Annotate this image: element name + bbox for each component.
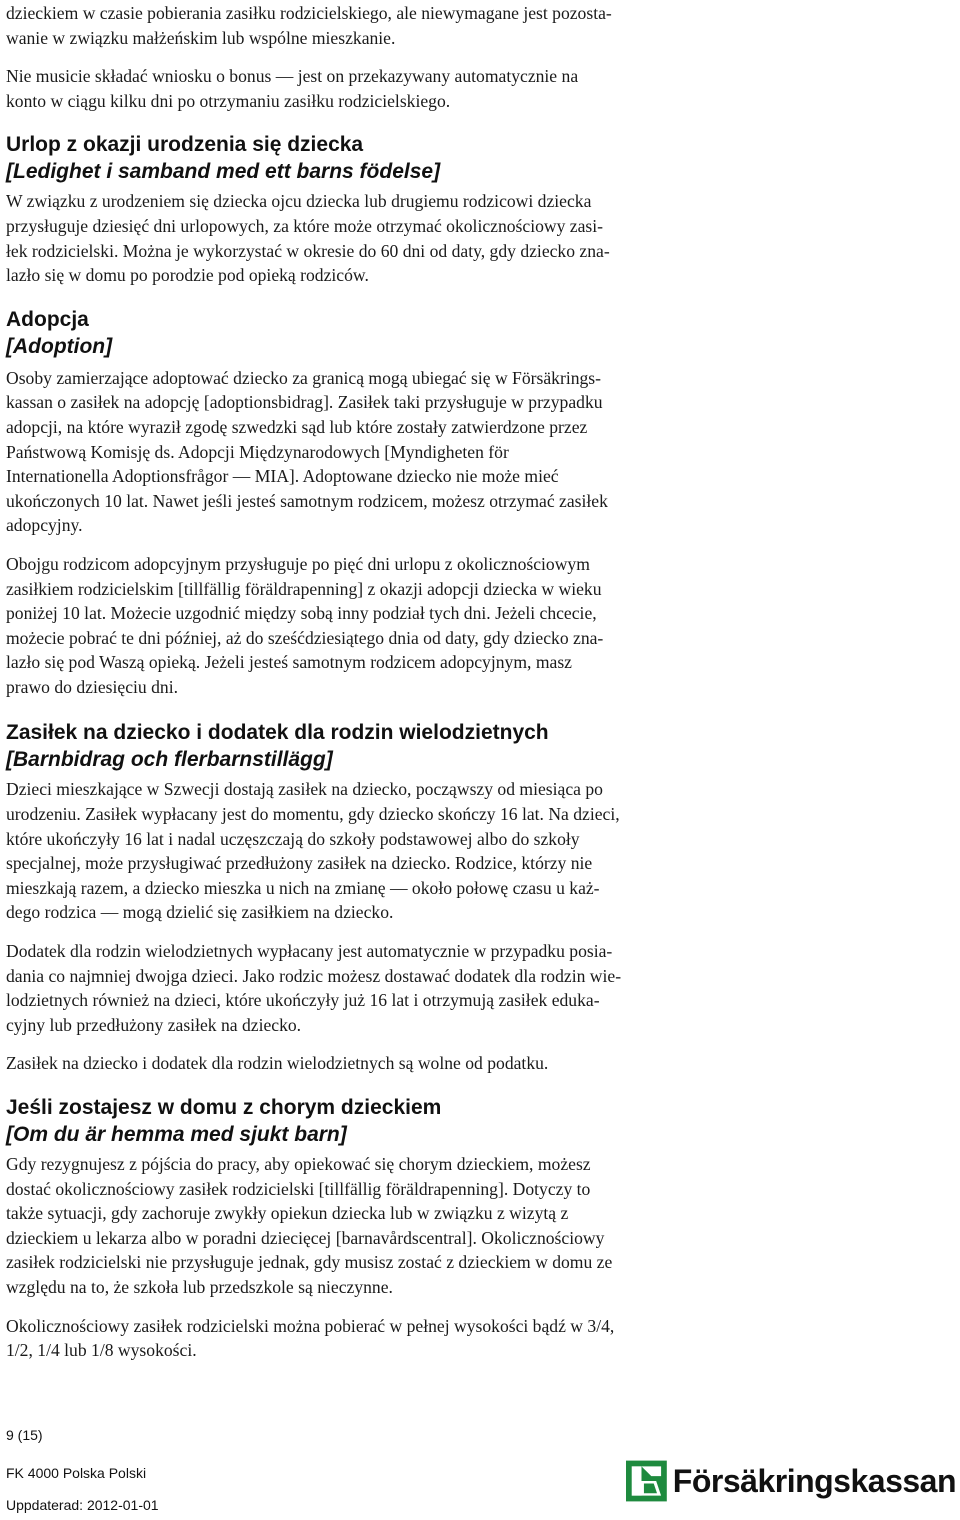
- document-body: [6, 0, 952, 1363]
- section-paragraph: Gdy rezygnujesz z pójścia do pracy, aby opiekować się chorym dzieckiem, możesz dostać okolicznościowy zasiłek rodzicielski [tillfällig föräldrapenning]. Dotyczy to także sytuacji, gdy zachoruje zwykły opiekun dziecka lub w związku z wizytą z dzieckiem u lekarza albo w poradni dziecięcej [barnavårdscentral]. Okolicznościowy zasiłek rodzicielski nie przysługuje jednak, gdy musisz zostać z dzieckiem w domu ze względu na to, że szkoła lub przedszkole są nieczynne.: [6, 1154, 613, 1297]
- logo-text: Försäkringskassan: [672, 1462, 956, 1499]
- intro-paragraph-1: dzieckiem w czasie pobierania zasiłku rodzicielskiego, ale niewymagane jest pozosta- wanie w związku małżeńskim lub wspólne mieszkanie.: [6, 3, 612, 48]
- section-heading: Adopcja: [6, 307, 89, 331]
- updated-date: Uppdaterad: 2012-01-01: [6, 1497, 159, 1513]
- intro-paragraph-2: Nie musicie składać wniosku o bonus — jest on przekazywany automatycznie na konto w ciągu kilku dni po otrzymaniu zasiłku rodzicielskiego.: [6, 66, 579, 111]
- section-adoption: [6, 306, 952, 700]
- section-paragraph: Dzieci mieszkające w Szwecji dostają zasiłek na dziecko, począwszy od miesiąca po urodzeniu. Zasiłek wypłacany jest do momentu, gdy dziecko skończy 16 lat. Na dzieci, które ukończyły 16 lat i nadal uczęszczają do szkoły podstawowej albo do szkoły specjalnej, może przysługiwać przedłużony zasiłek na dziecko. Rodzice, którzy nie mieszkają razem, a dziecko mieszka u nich na zmianę — około połowę czasu u każ- dego rodzica — mogą dzielić się zasiłkiem na dziecko.: [6, 779, 620, 923]
- document-code: FK 4000 Polska Polski: [6, 1465, 147, 1481]
- section-subheading: [Barnbidrag och flerbarnstillägg]: [6, 748, 333, 772]
- section-heading: Zasiłek na dziecko i dodatek dla rodzin wielodzietnych: [6, 721, 549, 745]
- page-number: 9 (15): [6, 1427, 43, 1443]
- section-paragraph: Osoby zamierzające adoptować dziecko za granicą mogą ubiegać się w Försäkrings- kassan o zasiłek na adopcję [adoptionsbidrag]. Zasiłek taki przysługuje w przypadku adopcji, na które wyraził zgodę szwedzki sąd lub które zostały zatwierdzone przez Państwową Komisję ds. Adopcji Międzynarodowych [Myndigheten för Internationella Adoptionsfrågor — MIA]. Adoptowane dziecko nie może mieć ukończonych 10 lat. Nawet jeśli jesteś samotnym rodzicem, możesz otrzymać zasiłek adopcyjny.: [6, 367, 608, 536]
- section-paragraph: W związku z urodzeniem się dziecka ojcu dziecka lub drugiemu rodzicowi dziecka przysługuje dziesięć dni urlopowych, za które może otrzymać okolicznościowy zasi- łek rodzicielski. Można je wykorzystać w okresie do 60 dni od daty, gdy dziecko zna- lazło się w domu po porodzie pod opieką rodziców.: [6, 191, 610, 286]
- section-paragraph: Obojgu rodzicom adopcyjnym przysługuje po pięć dni urlopu z okolicznościowym zasiłkiem rodzicielskim [tillfällig föräldrapenning] z okazji adopcji dziecka w wieku poniżej 10 lat. Możecie uzgodnić między sobą inny podział tych dni. Jeżeli chcecie, możecie pobrać te dni później, aż do sześćdziesiątego dnia od daty, gdy dziecko zna- lazło się pod Waszą opieką. Jeżeli jesteś samotnym rodzicem adopcyjnym, masz prawo do dziesięciu dni.: [6, 553, 604, 697]
- section-heading: Urlop z okazji urodzenia się dziecka: [6, 133, 364, 157]
- forsakringskassan-logo-icon: [626, 1456, 667, 1506]
- forsakringskassan-logo: [626, 1455, 956, 1507]
- section-heading: Jeśli zostajesz w domu z chorym dzieckiem: [6, 1096, 442, 1119]
- section-sick-child: [6, 1094, 952, 1363]
- section-paragraph: Zasiłek na dziecko i dodatek dla rodzin wielodzietnych są wolne od podatku.: [6, 1053, 549, 1074]
- section-subheading: [Om du är hemma med sjukt barn]: [6, 1123, 347, 1146]
- section-birth-leave: [6, 131, 952, 287]
- section-subheading: [Ledighet i samband med ett barns födelse]: [6, 160, 441, 184]
- section-paragraph: Okolicznościowy zasiłek rodzicielski można pobierać w pełnej wysokości bądź w 3/4, 1/2, 1/4 lub 1/8 wysokości.: [6, 1315, 615, 1361]
- section-paragraph: Dodatek dla rodzin wielodzietnych wypłacany jest automatycznie w przypadku posia- dania co najmniej dwojga dzieci. Jako rodzic możesz dostawać dodatek dla rodzin wie- lodzietnych również na dzieci, które ukończyły już 16 lat i otrzymują zasiłek eduka- cyjny lub przedłużony zasiłek na dziecko.: [6, 941, 622, 1035]
- section-subheading: [Adoption]: [6, 334, 113, 358]
- section-child-allowance: [6, 719, 952, 1076]
